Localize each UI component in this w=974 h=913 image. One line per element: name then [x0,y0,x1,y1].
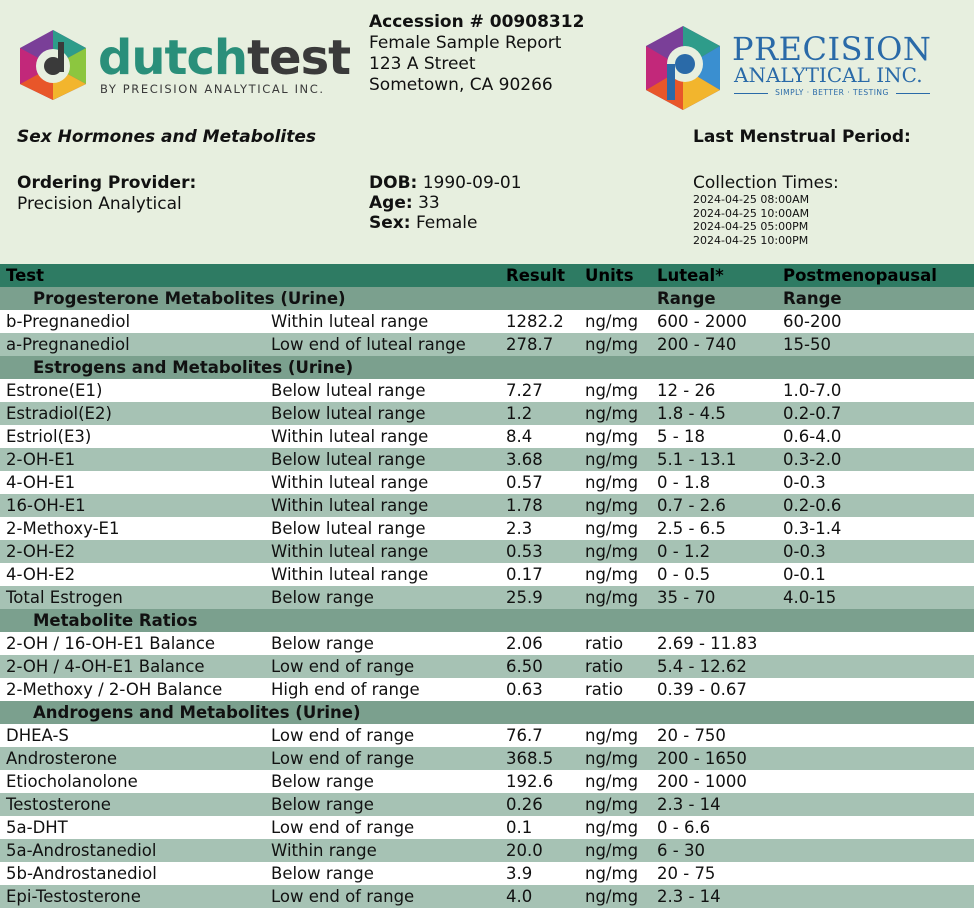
table-row [0,310,974,333]
result-status: Within luteal range [265,471,500,494]
result-value: 0.1 [500,816,579,839]
collection-time: 2024-04-25 08:00AM [693,193,810,206]
postmenopausal-range: 0.3-1.4 [777,517,974,540]
result-units: ng/mg [579,839,651,862]
result-units: ratio [579,678,651,701]
result-status: Below range [265,770,500,793]
result-units: ng/mg [579,448,651,471]
section-range-postmenopausal [777,701,974,724]
table-row [0,793,974,816]
column-header-result: Result [500,264,579,287]
luteal-range: 600 - 2000 [651,310,777,333]
result-status: Below luteal range [265,448,500,471]
sex-value: Female [415,213,478,233]
result-status: Below luteal range [265,402,500,425]
result-units: ng/mg [579,586,651,609]
result-status: Below range [265,632,500,655]
result-value: 6.50 [500,655,579,678]
result-status: Low end of range [265,655,500,678]
luteal-range: 0 - 1.2 [651,540,777,563]
postmenopausal-range: 4.0-15 [777,586,974,609]
column-header-units: Units [579,264,651,287]
test-name: Estradiol(E2) [0,402,265,425]
report-line: Sometown, CA 90266 [369,75,553,95]
luteal-range: 12 - 26 [651,379,777,402]
result-value: 0.17 [500,563,579,586]
section-range-postmenopausal: Range [777,287,974,310]
dutchtest-logo [14,28,351,100]
report-header [0,0,974,264]
table-row [0,724,974,747]
table-row [0,586,974,609]
postmenopausal-range: 0.6-4.0 [777,425,974,448]
table-row [0,425,974,448]
luteal-range: 20 - 75 [651,862,777,885]
test-name: 4-OH-E1 [0,471,265,494]
result-units: ng/mg [579,333,651,356]
table-row [0,678,974,701]
dutch-wordmark: dutchtest [98,30,351,86]
accession-number: Accession # 00908312 [369,12,585,32]
test-name: 2-Methoxy-E1 [0,517,265,540]
result-units: ng/mg [579,379,651,402]
result-value: 192.6 [500,770,579,793]
dutch-hexagon-icon [14,28,92,100]
result-value: 4.0 [500,885,579,908]
test-name: 2-OH-E1 [0,448,265,471]
postmenopausal-range [777,839,974,862]
dob-label: DOB: [369,173,418,193]
table-row [0,632,974,655]
collection-times [693,173,839,247]
test-name: 2-Methoxy / 2-OH Balance [0,678,265,701]
report-section-title: Sex Hormones and Metabolites [17,127,316,147]
postmenopausal-range: 0-0.3 [777,471,974,494]
postmenopausal-range [777,770,974,793]
ordering-provider-value: Precision Analytical [17,194,182,214]
luteal-range: 0 - 1.8 [651,471,777,494]
luteal-range: 200 - 1000 [651,770,777,793]
test-name: 2-OH / 16-OH-E1 Balance [0,632,265,655]
collection-time: 2024-04-25 10:00PM [693,233,809,247]
column-header-test: Test [0,264,265,287]
report-line: 123 A Street [369,54,476,74]
postmenopausal-range [777,678,974,701]
last-menstrual-period-label: Last Menstrual Period: [693,127,911,147]
result-status: Within luteal range [265,425,500,448]
test-name: 2-OH-E2 [0,540,265,563]
patient-info [369,173,522,233]
section-header-row [0,609,974,632]
test-name: Testosterone [0,793,265,816]
column-header-spacer [265,264,500,287]
test-name: 5b-Androstanediol [0,862,265,885]
postmenopausal-range: 0.2-0.6 [777,494,974,517]
collection-time: 2024-04-25 10:00AM [693,206,810,220]
luteal-range: 5.4 - 12.62 [651,655,777,678]
result-units: ng/mg [579,517,651,540]
precision-logo [642,22,942,114]
section-range-postmenopausal [777,356,974,379]
result-value: 25.9 [500,586,579,609]
result-status: Low end of range [265,885,500,908]
postmenopausal-range [777,885,974,908]
luteal-range: 2.5 - 6.5 [651,517,777,540]
table-row [0,517,974,540]
test-name: 5a-Androstanediol [0,839,265,862]
result-units: ng/mg [579,402,651,425]
section-title: Androgens and Metabolites (Urine) [0,701,651,724]
result-units: ng/mg [579,494,651,517]
table-row [0,540,974,563]
precision-hexagon-icon [642,22,724,114]
luteal-range: 200 - 1650 [651,747,777,770]
postmenopausal-range: 1.0-7.0 [777,379,974,402]
postmenopausal-range: 0-0.1 [777,563,974,586]
luteal-range: 6 - 30 [651,839,777,862]
section-range-luteal [651,701,777,724]
postmenopausal-range [777,747,974,770]
postmenopausal-range: 60-200 [777,310,974,333]
sex-label: Sex: [369,213,411,233]
result-status: Within luteal range [265,494,500,517]
table-row [0,379,974,402]
section-header-row [0,287,974,310]
column-header-postmenopausal: Postmenopausal [777,264,974,287]
postmenopausal-range: 0.2-0.7 [777,402,974,425]
column-header-luteal: Luteal* [651,264,777,287]
result-value: 1282.2 [500,310,579,333]
table-row [0,839,974,862]
result-status: High end of range [265,678,500,701]
result-status: Within luteal range [265,540,500,563]
test-name: 5a-DHT [0,816,265,839]
precision-wordmark: PRECISION [732,30,932,68]
result-units: ng/mg [579,816,651,839]
result-units: ng/mg [579,540,651,563]
result-units: ng/mg [579,862,651,885]
result-units: ng/mg [579,310,651,333]
section-range-luteal [651,609,777,632]
luteal-range: 0 - 0.5 [651,563,777,586]
result-value: 3.9 [500,862,579,885]
luteal-range: 35 - 70 [651,586,777,609]
luteal-range: 5 - 18 [651,425,777,448]
luteal-range: 200 - 740 [651,333,777,356]
section-range-luteal: Range [651,287,777,310]
postmenopausal-range: 0.3-2.0 [777,448,974,471]
result-value: 3.68 [500,448,579,471]
table-row [0,885,974,908]
postmenopausal-range [777,655,974,678]
table-row [0,816,974,839]
result-value: 20.0 [500,839,579,862]
table-row [0,333,974,356]
test-name: Epi-Testosterone [0,885,265,908]
collection-time: 2024-04-25 05:00PM [693,220,809,233]
luteal-range: 2.69 - 11.83 [651,632,777,655]
test-name: Estriol(E3) [0,425,265,448]
postmenopausal-range: 15-50 [777,333,974,356]
result-status: Below range [265,862,500,885]
result-status: Below luteal range [265,517,500,540]
table-row [0,448,974,471]
ordering-provider [17,173,196,215]
result-status: Low end of range [265,816,500,839]
dob-value: 1990-09-01 [422,173,522,193]
section-title: Progesterone Metabolites (Urine) [0,287,651,310]
luteal-range: 0.7 - 2.6 [651,494,777,517]
age-value: 33 [418,193,440,213]
precision-tagline: SIMPLY · BETTER · TESTING [734,88,930,97]
test-name: a-Pregnanediol [0,333,265,356]
postmenopausal-range: 0-0.3 [777,540,974,563]
report-line: Female Sample Report [369,33,562,53]
table-row [0,494,974,517]
test-name: 16-OH-E1 [0,494,265,517]
dutch-logo-subtitle: BY PRECISION ANALYTICAL INC. [100,82,325,96]
result-value: 1.78 [500,494,579,517]
section-title: Metabolite Ratios [0,609,651,632]
result-status: Low end of range [265,724,500,747]
test-name: Etiocholanolone [0,770,265,793]
result-value: 0.63 [500,678,579,701]
table-row [0,563,974,586]
result-units: ratio [579,632,651,655]
result-value: 0.53 [500,540,579,563]
result-status: Within luteal range [265,563,500,586]
result-value: 1.2 [500,402,579,425]
result-units: ratio [579,655,651,678]
test-name: b-Pregnanediol [0,310,265,333]
result-value: 0.26 [500,793,579,816]
result-value: 2.06 [500,632,579,655]
result-status: Within luteal range [265,310,500,333]
postmenopausal-range [777,793,974,816]
test-name: Estrone(E1) [0,379,265,402]
section-range-postmenopausal [777,609,974,632]
result-value: 2.3 [500,517,579,540]
luteal-range: 1.8 - 4.5 [651,402,777,425]
test-name: Androsterone [0,747,265,770]
result-value: 8.4 [500,425,579,448]
result-status: Below range [265,586,500,609]
result-units: ng/mg [579,793,651,816]
age-label: Age: [369,193,413,213]
postmenopausal-range [777,632,974,655]
result-units: ng/mg [579,885,651,908]
section-range-luteal [651,356,777,379]
test-name: Total Estrogen [0,586,265,609]
postmenopausal-range [777,816,974,839]
result-units: ng/mg [579,563,651,586]
luteal-range: 0.39 - 0.67 [651,678,777,701]
luteal-range: 0 - 6.6 [651,816,777,839]
result-units: ng/mg [579,747,651,770]
result-value: 0.57 [500,471,579,494]
test-name: 4-OH-E2 [0,563,265,586]
result-value: 76.7 [500,724,579,747]
luteal-range: 2.3 - 14 [651,885,777,908]
result-value: 368.5 [500,747,579,770]
section-header-row [0,701,974,724]
result-units: ng/mg [579,425,651,448]
table-row [0,770,974,793]
collection-times-label: Collection Times: [693,173,839,193]
result-status: Within range [265,839,500,862]
table-row [0,655,974,678]
luteal-range: 20 - 750 [651,724,777,747]
result-units: ng/mg [579,724,651,747]
luteal-range: 2.3 - 14 [651,793,777,816]
postmenopausal-range [777,862,974,885]
result-status: Low end of range [265,747,500,770]
result-units: ng/mg [579,471,651,494]
table-row [0,471,974,494]
table-row [0,747,974,770]
test-name: DHEA-S [0,724,265,747]
postmenopausal-range [777,724,974,747]
section-title: Estrogens and Metabolites (Urine) [0,356,651,379]
section-header-row [0,356,974,379]
results-table [0,264,974,908]
luteal-range: 5.1 - 13.1 [651,448,777,471]
result-units: ng/mg [579,770,651,793]
accession-block [369,12,584,96]
table-row [0,862,974,885]
ordering-provider-label: Ordering Provider: [17,173,197,193]
result-value: 278.7 [500,333,579,356]
result-status: Below range [265,793,500,816]
result-value: 7.27 [500,379,579,402]
result-status: Below luteal range [265,379,500,402]
result-status: Low end of luteal range [265,333,500,356]
test-name: 2-OH / 4-OH-E1 Balance [0,655,265,678]
precision-subtitle: ANALYTICAL INC. [734,63,923,87]
table-header-row [0,264,974,287]
table-row [0,402,974,425]
